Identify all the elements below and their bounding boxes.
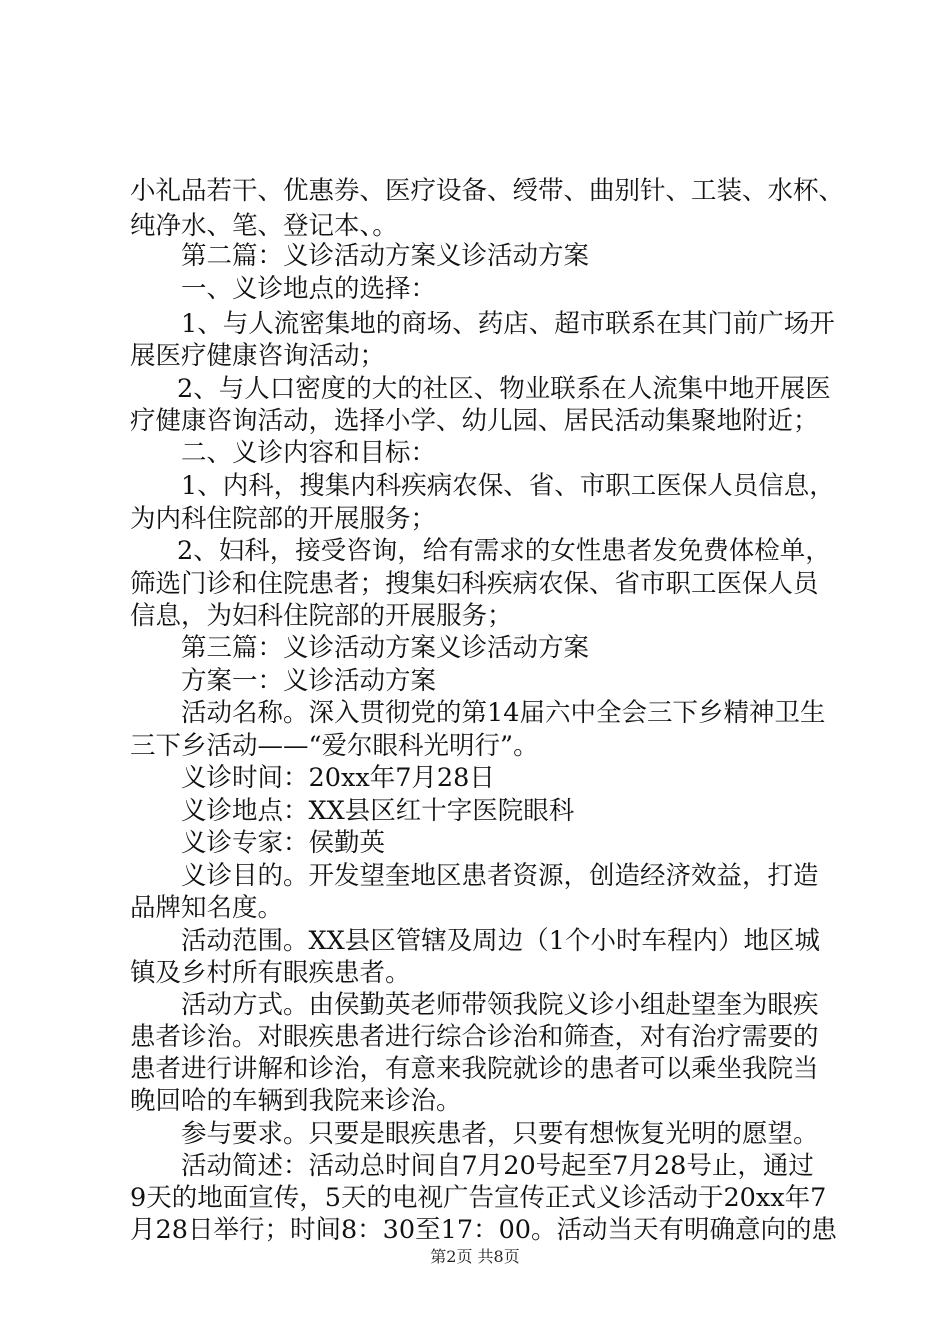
text-line: 活动名称。深入贯彻党的第14届六中全会三下乡精神卫生 xyxy=(181,698,826,728)
text-line: 2、与人口密度的大的社区、物业联系在人流集中地开展医 xyxy=(177,374,831,404)
text-line: 义诊目的。开发望奎地区患者资源，创造经济效益，打造 xyxy=(181,861,819,891)
text-line: 筛选门诊和住院患者；搜集妇科疾病农保、省市职工医保人员 xyxy=(130,569,819,599)
text-line: 2、妇科，接受咨询，给有需求的女性患者发免费体检单， xyxy=(177,536,831,566)
page-footer: 第2页 共8页 xyxy=(430,1247,520,1266)
text-line: 患者诊治。对眼疾患者进行综合诊治和筛查，对有治疗需要的 xyxy=(130,1022,819,1052)
text-line: 疗健康咨询活动，选择小学、幼儿园、居民活动集聚地附近； xyxy=(130,406,819,436)
text-line: 品牌知名度。 xyxy=(130,893,284,923)
text-line: 活动方式。由侯勤英老师带领我院义诊小组赴望奎为眼疾 xyxy=(181,990,819,1020)
text-line: 方案一：义诊活动方案 xyxy=(181,666,437,696)
text-line: 信息，为妇科住院部的开展服务； xyxy=(130,601,513,631)
text-line: 月28日举行；时间8：30至17：00。活动当天有明确意向的患 xyxy=(130,1215,838,1245)
text-line: 一、义诊地点的选择： xyxy=(181,274,437,304)
text-line: 义诊时间：20xx年7月28日 xyxy=(181,763,495,793)
text-line: 镇及乡村所有眼疾患者。 xyxy=(130,958,411,988)
section-heading: 第三篇：义诊活动方案义诊活动方案 xyxy=(181,633,590,663)
text-line: 1、与人流密集地的商场、药店、超市联系在其门前广场开 xyxy=(181,309,835,339)
text-line: 活动简述：活动总时间自7月20号起至7月28号止，通过 xyxy=(181,1151,814,1181)
text-line: 活动范围。XX县区管辖及周边（1个小时车程内）地区城 xyxy=(181,926,821,956)
text-line: 二、义诊内容和目标： xyxy=(181,438,437,468)
text-line: 1、内科，搜集内科疾病农保、省、市职工医保人员信息， xyxy=(181,471,835,501)
text-line: 为内科住院部的开展服务； xyxy=(130,504,437,534)
text-line: 义诊专家：侯勤英 xyxy=(181,828,386,858)
text-line: 参与要求。只要是眼疾患者，只要有想恢复光明的愿望。 xyxy=(181,1119,819,1149)
text-line: 三下乡活动——“爱尔眼科光明行”。 xyxy=(130,731,539,761)
text-line: 晚回哈的车辆到我院来诊治。 xyxy=(130,1086,462,1116)
text-line: 小礼品若干、优惠券、医疗设备、绶带、曲别针、工装、水杯、 xyxy=(130,176,845,206)
text-line: 展医疗健康咨询活动； xyxy=(130,341,386,371)
section-heading: 第二篇：义诊活动方案义诊活动方案 xyxy=(181,241,590,271)
text-line: 9天的地面宣传，5天的电视广告宣传正式义诊活动于20xx年7 xyxy=(130,1183,827,1213)
text-line: 患者进行讲解和诊治，有意来我院就诊的患者可以乘坐我院当 xyxy=(130,1054,819,1084)
text-line: 纯净水、笔、登记本、。 xyxy=(130,211,398,241)
text-line: 义诊地点：XX县区红十字医院眼科 xyxy=(181,796,575,826)
